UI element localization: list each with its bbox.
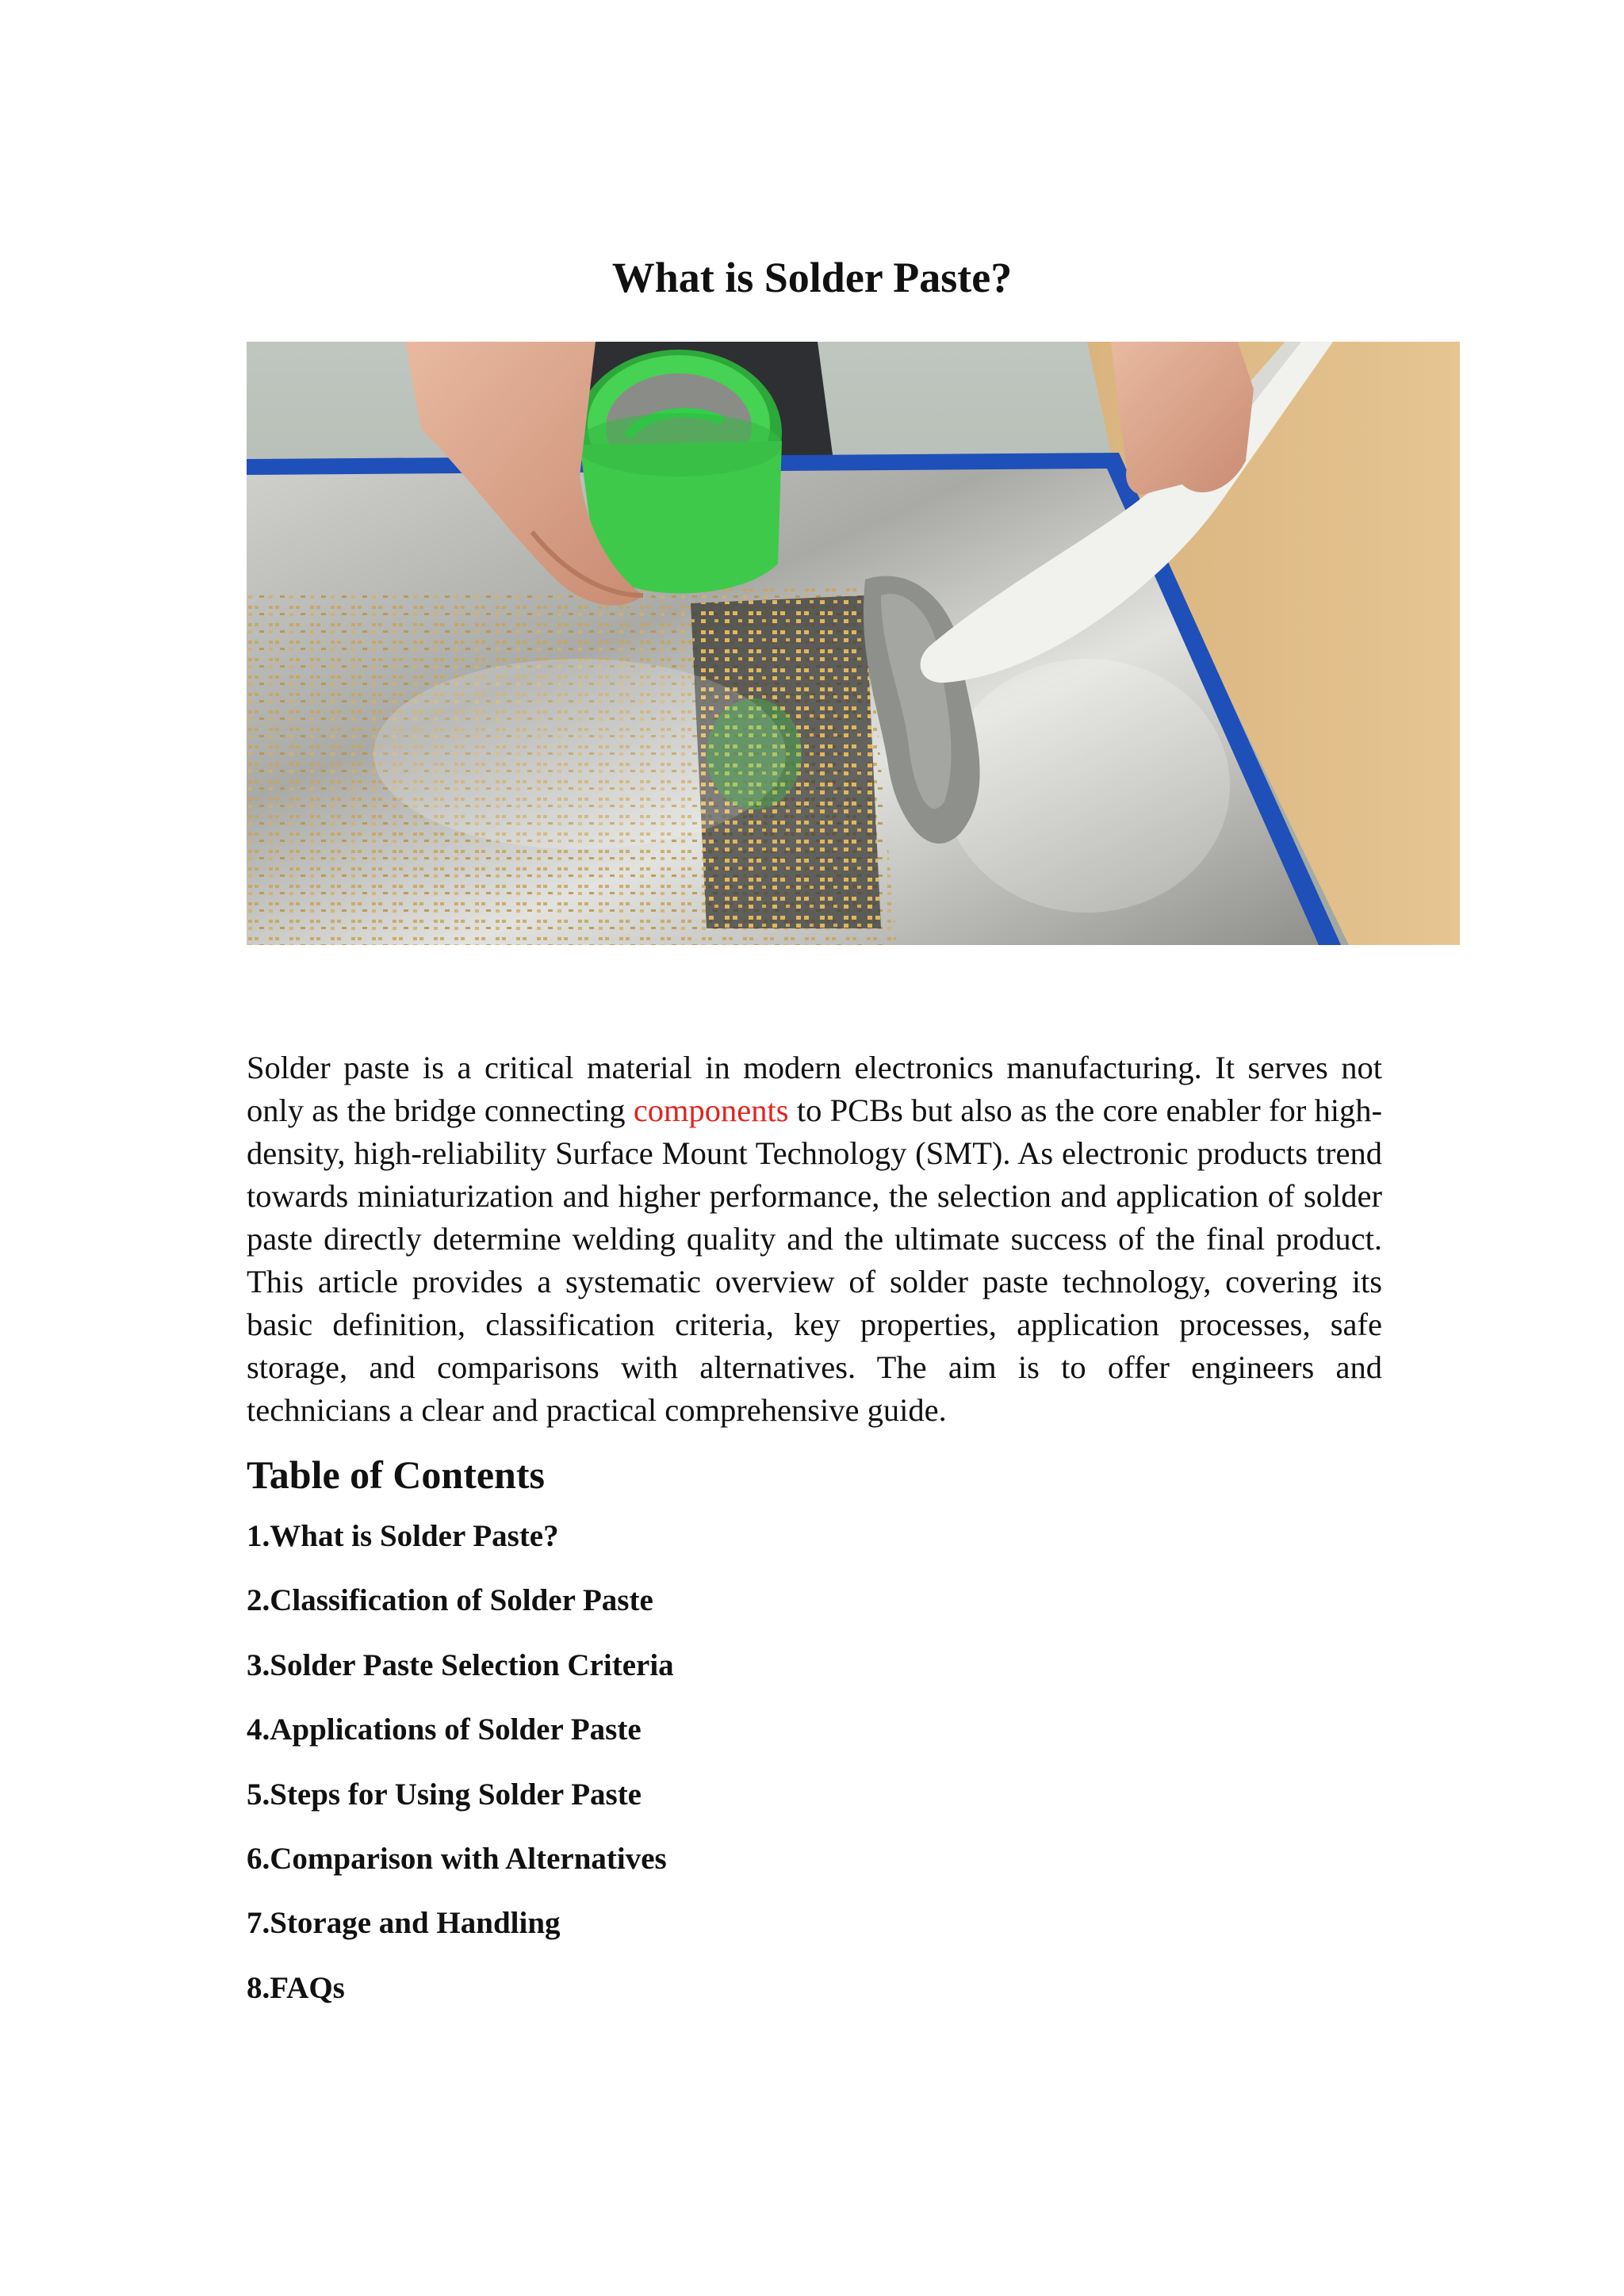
intro-text-start: Solder paste is a critical material in modern electronics manufacturing. It serves not only as the bridge connecting [247, 1050, 1382, 1128]
table-of-contents [247, 1514, 674, 2030]
toc-item-faqs[interactable]: 8.FAQs [247, 1970, 345, 2005]
toc-item-steps-for-using[interactable]: 5.Steps for Using Solder Paste [247, 1777, 642, 1812]
hero-image [247, 342, 1460, 945]
toc-item-selection-criteria[interactable]: 3.Solder Paste Selection Criteria [247, 1647, 674, 1682]
page-title: What is Solder Paste? [611, 254, 1013, 301]
components-link[interactable]: components [633, 1093, 789, 1128]
toc-item-applications[interactable]: 4.Applications of Solder Paste [247, 1712, 642, 1747]
toc-item-storage-handling[interactable]: 7.Storage and Handling [247, 1906, 561, 1941]
toc-item-classification[interactable]: 2.Classification of Solder Paste [247, 1583, 653, 1618]
intro-paragraph [247, 1047, 1382, 1432]
toc-item-comparison[interactable]: 6.Comparison with Alternatives [247, 1841, 667, 1876]
intro-text-end: to PCBs but also as the core enabler for high-density, high-reliability Surface Mount Technology (SMT). As electronic products trend towards miniaturization and higher performance, the selection and application of solder paste directly determine welding quality and the ultimate success of the final product. This article provides a systematic overview of solder paste technology, covering its basic definition, classification criteria, key properties, application processes, safe storage, and comparisons with alternatives. The aim is to offer engineers and technicians a clear and practical comprehensive guide. [247, 1093, 1382, 1428]
toc-item-what-is-solder-paste[interactable]: 1.What is Solder Paste? [247, 1519, 559, 1553]
toc-heading: Table of Contents [247, 1452, 545, 1497]
